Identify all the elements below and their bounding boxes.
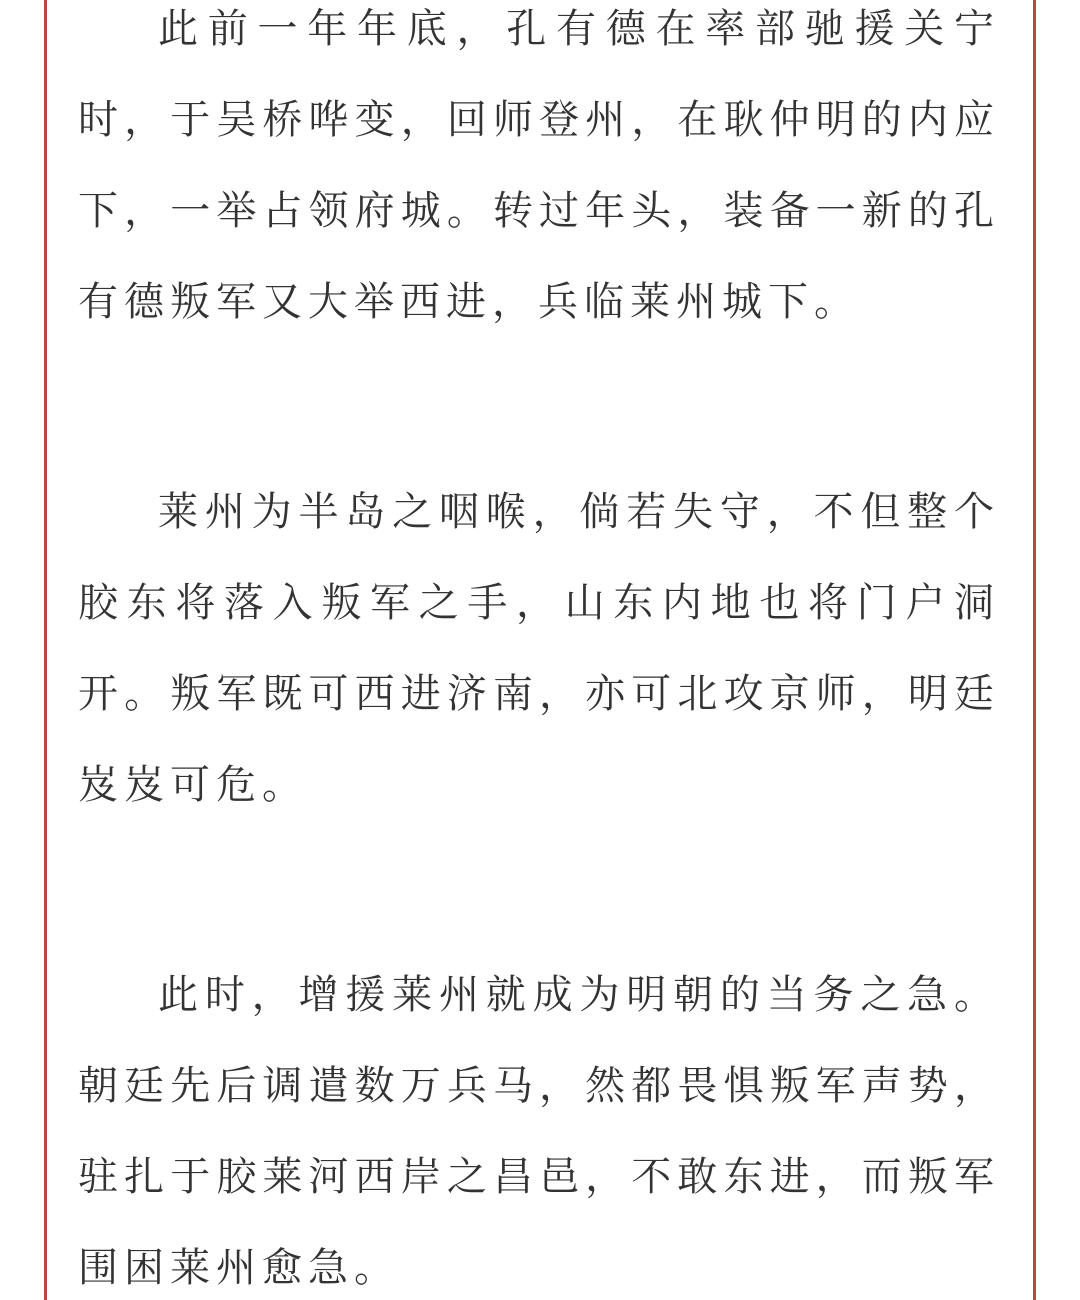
right-border-line: [1033, 0, 1036, 1300]
paragraph-3: 此时，增援莱州就成为明朝的当务之急。朝廷先后调遣数万兵马，然都畏惧叛军声势，驻扎于胶莱河西岸之昌邑，不敢东进，而叛军围困莱州愈急。: [78, 972, 1000, 1291]
article-body: [78, 0, 1000, 1300]
paragraph-1: 此前一年年底，孔有德在率部驰援关宁时，于吴桥哗变，回师登州，在耿仲明的内应下，一举占领府城。转过年头，装备一新的孔有德叛军又大举西进，兵临莱州城下。: [78, 6, 1000, 325]
paragraph-2: 莱州为半岛之咽喉，倘若失守，不但整个胶东将落入叛军之手，山东内地也将门户洞开。叛军既可西进济南，亦可北攻京师，明廷岌岌可危。: [78, 489, 1000, 808]
left-border-line: [44, 0, 47, 1300]
